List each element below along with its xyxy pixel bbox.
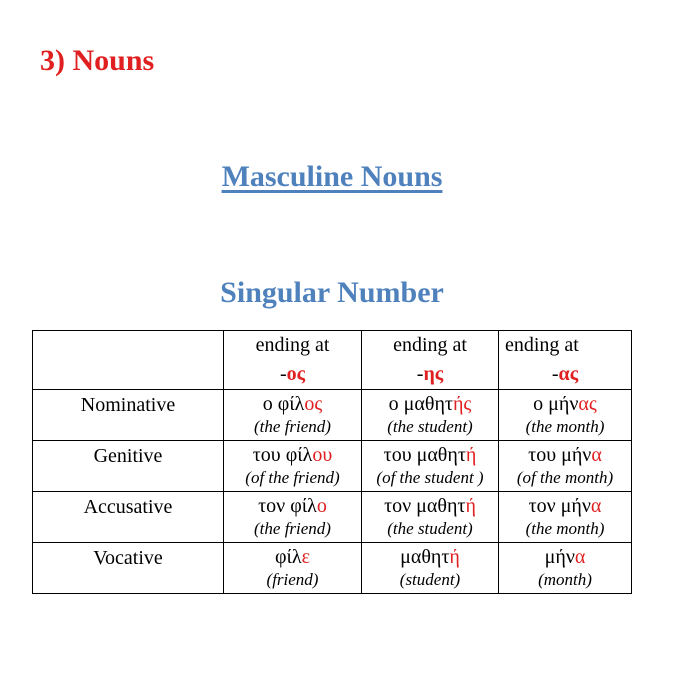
form-cell <box>499 441 632 492</box>
noun-form <box>224 441 361 468</box>
noun-ending: α <box>574 546 586 568</box>
header-cell-os <box>224 331 362 390</box>
noun-ending: ε <box>301 546 311 568</box>
case-name: Accusative <box>83 496 173 518</box>
form-cell <box>499 543 632 594</box>
table-row-accusative <box>33 492 632 543</box>
noun-ending: ο <box>316 495 327 517</box>
section-title: 3) Nouns <box>40 44 155 77</box>
header-suffix <box>499 360 631 389</box>
noun-form <box>224 390 361 417</box>
case-cell <box>33 543 224 594</box>
noun-stem: του μήν <box>528 444 592 466</box>
header-cell-as <box>499 331 632 390</box>
noun-ending: ας <box>578 393 597 415</box>
form-cell <box>224 441 362 492</box>
noun-ending: ής <box>452 393 472 415</box>
noun-gloss: (the month) <box>525 519 605 538</box>
noun-gloss: (of the student ) <box>376 468 484 487</box>
header-dash: - <box>279 363 287 385</box>
noun-stem: ο μήν <box>533 393 579 415</box>
form-cell <box>224 543 362 594</box>
noun-stem: ο φίλ <box>262 393 305 415</box>
case-cell <box>33 441 224 492</box>
page-heading: Masculine Nouns <box>221 160 443 193</box>
noun-form <box>499 492 631 519</box>
table-row-nominative <box>33 390 632 441</box>
noun-stem: τον μήν <box>528 495 591 517</box>
header-suffix <box>362 360 498 389</box>
table-row-genitive <box>33 441 632 492</box>
form-cell <box>499 492 632 543</box>
header-ending: ης <box>423 363 444 385</box>
case-name: Vocative <box>93 547 163 569</box>
subheading: Singular Number <box>220 276 444 309</box>
noun-ending: ος <box>304 393 323 415</box>
noun-gloss: (the student) <box>387 417 473 436</box>
noun-form <box>362 441 498 468</box>
form-cell <box>362 441 499 492</box>
noun-gloss: (the student) <box>387 519 473 538</box>
form-cell <box>224 492 362 543</box>
case-name: Genitive <box>93 445 163 467</box>
form-cell <box>499 390 632 441</box>
noun-form <box>499 390 631 417</box>
noun-gloss: (of the month) <box>516 468 614 487</box>
noun-ending: ου <box>312 444 333 466</box>
noun-stem: τον φίλ <box>258 495 317 517</box>
noun-form <box>499 543 631 570</box>
noun-stem: μαθητ <box>400 546 450 568</box>
form-cell <box>362 543 499 594</box>
table-row-vocative <box>33 543 632 594</box>
form-cell <box>224 390 362 441</box>
form-cell <box>362 492 499 543</box>
form-cell <box>362 390 499 441</box>
noun-gloss: (student) <box>399 570 461 589</box>
noun-form <box>224 543 361 570</box>
header-label: ending at <box>393 334 467 356</box>
header-ending: ας <box>558 363 579 385</box>
header-label: ending at <box>505 334 579 356</box>
noun-ending: ή <box>449 546 460 568</box>
noun-gloss: (friend) <box>266 570 319 589</box>
header-empty-cell <box>33 331 224 390</box>
noun-stem: τον μαθητ <box>384 495 466 517</box>
noun-form <box>224 492 361 519</box>
noun-ending: ή <box>465 444 477 466</box>
noun-stem: του φίλ <box>252 444 313 466</box>
header-dash: - <box>416 363 424 385</box>
header-label: ending at <box>255 334 330 356</box>
header-ending: ος <box>286 363 306 385</box>
table-header-row <box>33 331 632 390</box>
noun-stem: φίλ <box>274 546 302 568</box>
noun-gloss: (the friend) <box>254 519 331 538</box>
noun-form <box>362 492 498 519</box>
noun-ending: α <box>590 495 602 517</box>
noun-stem: ο μαθητ <box>388 393 453 415</box>
declension-table <box>32 330 632 594</box>
header-cell-is <box>362 331 499 390</box>
header-suffix <box>224 360 361 389</box>
case-name: Nominative <box>80 394 176 416</box>
noun-gloss: (month) <box>538 570 592 589</box>
noun-form <box>362 390 498 417</box>
noun-stem: του μαθητ <box>383 444 466 466</box>
noun-ending: α <box>591 444 602 466</box>
noun-ending: ή <box>465 495 476 517</box>
noun-stem: μήν <box>544 546 575 568</box>
header-dash: - <box>551 363 559 385</box>
noun-form <box>362 543 498 570</box>
noun-gloss: (the month) <box>525 417 605 436</box>
case-cell <box>33 492 224 543</box>
noun-gloss: (the friend) <box>254 417 331 436</box>
noun-form <box>499 441 631 468</box>
noun-gloss: (of the friend) <box>245 468 340 487</box>
case-cell <box>33 390 224 441</box>
